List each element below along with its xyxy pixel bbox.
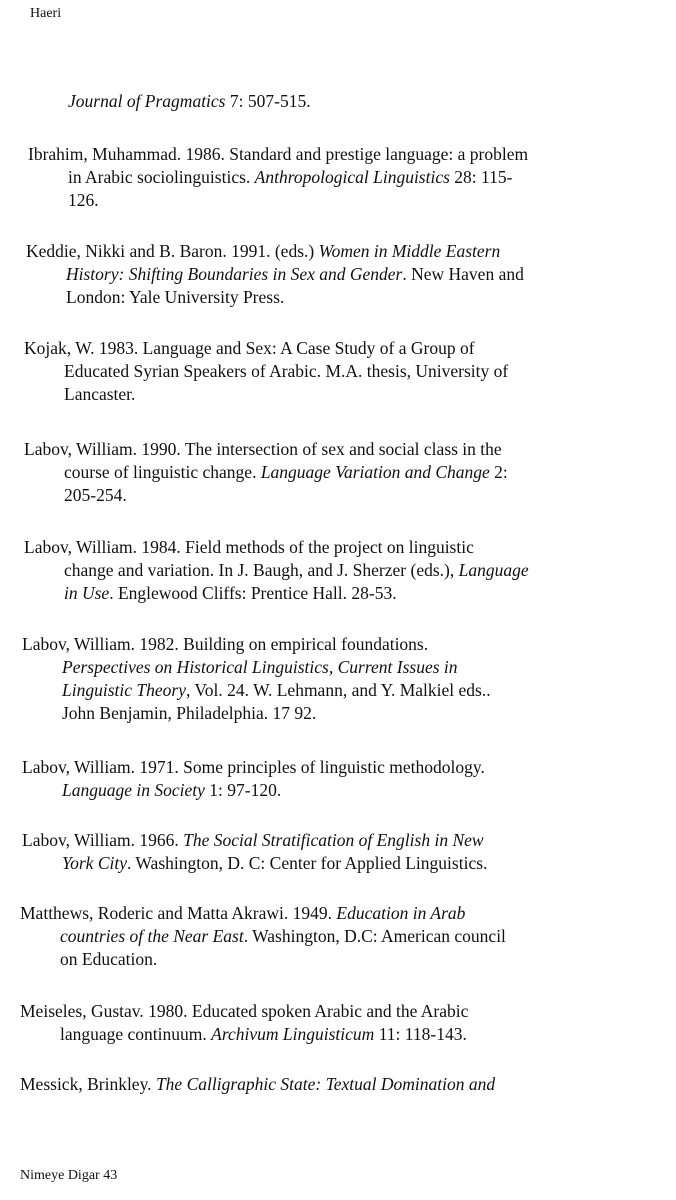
running-head: Haeri <box>30 6 62 21</box>
italic-title: Anthropological Linguistics <box>254 167 450 187</box>
reference-text: 2: <box>489 462 508 482</box>
reference-text: 11: 118-143. <box>374 1024 467 1044</box>
reference-line <box>64 461 508 483</box>
italic-title: The Social Stratification of English in New <box>183 830 484 850</box>
reference-line <box>62 702 316 724</box>
italic-title: History: Shifting Boundaries in Sex and Gender <box>66 264 403 284</box>
reference-text: Labov, William. 1984. Field methods of the project on linguistic <box>24 537 474 557</box>
reference-line <box>62 779 281 801</box>
italic-title: Women in Middle Eastern <box>318 241 501 261</box>
reference-text: . Englewood Cliffs: Prentice Hall. 28-53. <box>109 583 397 603</box>
reference-text: . Washington, D.C: American council <box>243 926 506 946</box>
italic-title: in Use <box>64 583 110 603</box>
italic-title: Perspectives on Historical Linguistics, Current Issues in <box>62 657 458 677</box>
reference-text: Labov, William. 1990. The intersection of sex and social class in the <box>24 439 502 459</box>
reference-text: language continuum. <box>60 1024 212 1044</box>
reference-line <box>22 633 428 655</box>
reference-line <box>64 360 508 382</box>
reference-text: Kojak, W. 1983. Language and Sex: A Case Study of a Group of <box>24 338 475 358</box>
reference-line <box>66 286 284 308</box>
italic-title: Archivum Linguisticum <box>211 1024 375 1044</box>
reference-line <box>60 1023 467 1045</box>
reference-line <box>24 536 474 558</box>
reference-text: Ibrahim, Muhammad. 1986. Standard and prestige language: a problem <box>28 144 529 164</box>
italic-title: Language in Society <box>62 780 205 800</box>
italic-title: Journal of Pragmatics <box>68 91 226 111</box>
reference-text: , Vol. 24. W. Lehmann, and Y. Malkiel eds.. <box>185 680 491 700</box>
reference-line <box>60 925 506 947</box>
reference-text: in Arabic sociolinguistics. <box>68 167 255 187</box>
reference-text: . Washington, D. C: Center for Applied Linguistics. <box>127 853 488 873</box>
reference-line <box>22 756 485 778</box>
reference-text: . New Haven and <box>402 264 524 284</box>
reference-line <box>64 559 529 581</box>
reference-line <box>64 484 127 506</box>
italic-title: Education in Arab <box>336 903 466 923</box>
reference-line <box>66 263 524 285</box>
reference-line <box>22 829 484 851</box>
reference-line <box>24 438 502 460</box>
reference-text: Labov, William. 1966. <box>22 830 184 850</box>
reference-line <box>68 189 99 211</box>
reference-text: 28: 115- <box>449 167 513 187</box>
reference-text: Meiseles, Gustav. 1980. Educated spoken Arabic and the Arabic <box>20 1001 469 1021</box>
italic-title: Language Variation and Change <box>260 462 490 482</box>
reference-text: 1: 97-120. <box>204 780 282 800</box>
running-foot: Nimeye Digar 43 <box>20 1168 118 1183</box>
reference-line <box>68 166 512 188</box>
reference-line <box>62 656 458 678</box>
reference-text: on Education. <box>60 949 158 969</box>
reference-text: Lancaster. <box>64 384 136 404</box>
reference-text: change and variation. In J. Baugh, and J. Sherzer (eds.), <box>64 560 459 580</box>
reference-line <box>28 143 528 165</box>
reference-line <box>24 337 475 359</box>
reference-text: Keddie, Nikki and B. Baron. 1991. (eds.) <box>26 241 319 261</box>
reference-text: Matthews, Roderic and Matta Akrawi. 1949. <box>20 903 337 923</box>
reference-line <box>62 679 491 701</box>
reference-line <box>60 948 157 970</box>
reference-line <box>68 90 311 112</box>
reference-text: Educated Syrian Speakers of Arabic. M.A. thesis, University of <box>64 361 509 381</box>
italic-title: Language <box>458 560 529 580</box>
reference-line <box>20 1000 468 1022</box>
italic-title: York City <box>62 853 127 873</box>
reference-text: 205-254. <box>64 485 127 505</box>
reference-text: course of linguistic change. <box>64 462 261 482</box>
reference-line <box>64 383 135 405</box>
italic-title: Linguistic Theory <box>62 680 186 700</box>
reference-text: 126. <box>68 190 99 210</box>
reference-line <box>20 902 465 924</box>
reference-line <box>64 582 397 604</box>
reference-text: John Benjamin, Philadelphia. 17 92. <box>62 703 317 723</box>
reference-text: Labov, William. 1971. Some principles of linguistic methodology. <box>22 757 485 777</box>
reference-text: London: Yale University Press. <box>66 287 285 307</box>
reference-line <box>26 240 500 262</box>
reference-line <box>62 852 487 874</box>
reference-text: Labov, William. 1982. Building on empirical foundations. <box>22 634 429 654</box>
reference-text: Messick, Brinkley. <box>20 1074 156 1094</box>
reference-line <box>20 1073 495 1095</box>
italic-title: countries of the Near East <box>60 926 244 946</box>
reference-text: 7: 507-515. <box>225 91 311 111</box>
italic-title: The Calligraphic State: Textual Domination and <box>155 1074 496 1094</box>
